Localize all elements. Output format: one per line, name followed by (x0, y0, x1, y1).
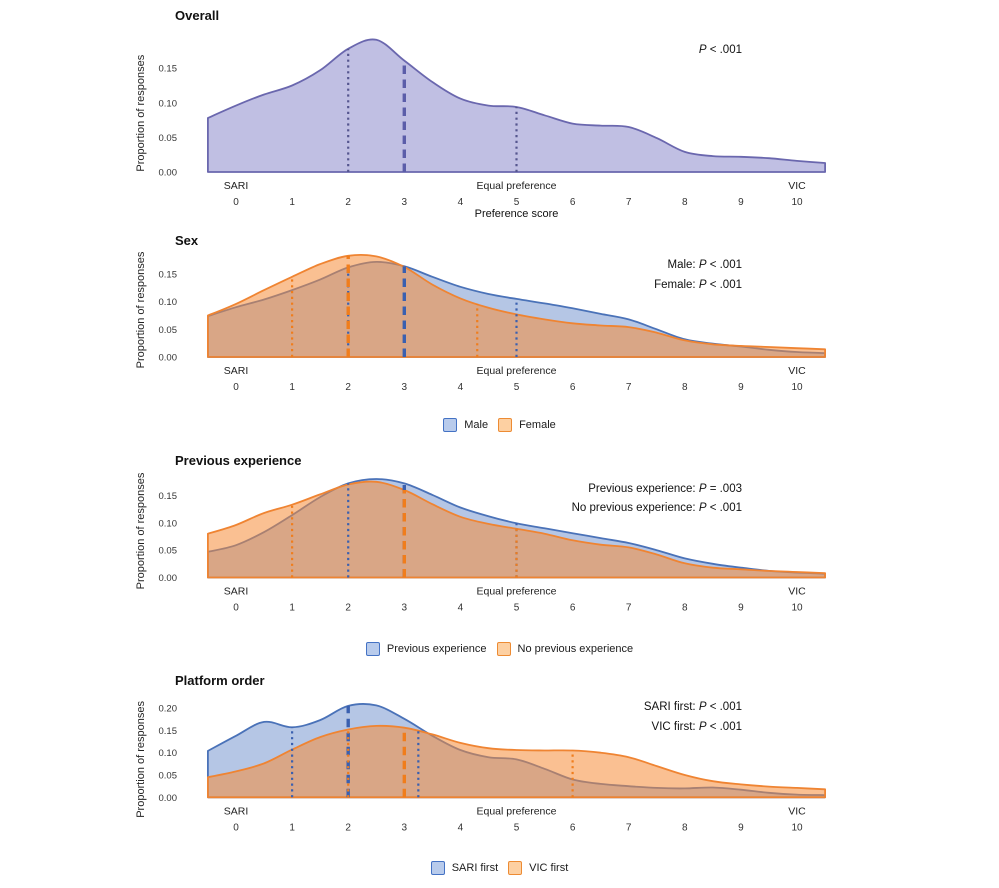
x-anchor-label: Equal preference (476, 180, 557, 192)
x-tick-label: 6 (569, 382, 576, 393)
x-anchor-label: Equal preference (476, 805, 557, 818)
panel-title: Sex (175, 233, 199, 248)
x-tick-label: 2 (345, 382, 351, 393)
x-anchor-label: VIC (788, 365, 806, 377)
p-value-annotation: Previous experience: P = .003 (588, 483, 742, 495)
legend-entry (431, 861, 498, 875)
legend-swatch (366, 642, 380, 656)
x-tick-label: 3 (401, 602, 408, 614)
x-tick-label: 5 (513, 197, 520, 208)
x-tick-label: 4 (457, 602, 464, 614)
x-tick-label: 8 (682, 382, 688, 393)
density-fill-overall (208, 39, 825, 172)
x-anchor-label: SARI (223, 365, 249, 377)
x-tick-label: 9 (738, 822, 744, 834)
legend-label: Previous experience (386, 643, 487, 655)
y-axis-label: Proportion of responses (135, 251, 147, 369)
x-tick-label: 9 (738, 602, 744, 614)
x-tick-label: 7 (625, 602, 632, 614)
x-tick-label: 10 (791, 602, 803, 614)
x-tick-label: 2 (345, 197, 351, 208)
legend-swatch (498, 418, 512, 432)
y-axis-label: Proportion of responses (135, 700, 147, 818)
legend-entry (508, 861, 568, 875)
x-tick-label: 0 (233, 382, 239, 393)
y-tick-label: 0.00 (158, 352, 177, 364)
density-panel-3 (0, 445, 999, 665)
legend-label: Male (464, 419, 489, 431)
x-tick-label: 5 (513, 602, 520, 614)
y-tick-label: 0.15 (158, 490, 177, 502)
x-anchor-label: VIC (788, 805, 806, 818)
x-tick-label: 0 (233, 822, 239, 834)
x-tick-label: 9 (738, 197, 744, 208)
legend-swatch (443, 418, 457, 432)
y-axis-label: Proportion of responses (135, 54, 147, 172)
y-tick-label: 0.20 (158, 703, 177, 715)
x-tick-label: 4 (457, 382, 464, 393)
x-tick-label: 6 (569, 822, 576, 834)
y-tick-label: 0.10 (158, 297, 177, 309)
y-tick-label: 0.05 (158, 545, 177, 557)
x-tick-label: 5 (513, 382, 520, 393)
legend (0, 640, 999, 658)
density-panel-2 (0, 225, 999, 445)
x-anchor-label: SARI (223, 180, 249, 192)
legend (0, 416, 999, 434)
y-tick-label: 0.10 (158, 98, 177, 110)
y-tick-label: 0.15 (158, 63, 177, 75)
legend-swatch (497, 642, 511, 656)
p-value-annotation: SARI first: P < .001 (643, 701, 742, 713)
x-tick-label: 10 (791, 382, 803, 393)
legend-entry (498, 418, 556, 432)
x-tick-label: 4 (457, 197, 464, 208)
panel-title: Previous experience (175, 453, 302, 468)
y-tick-label: 0.05 (158, 770, 177, 782)
x-tick-label: 3 (401, 197, 408, 208)
x-tick-label: 9 (738, 382, 744, 393)
x-anchor-label: Equal preference (476, 365, 557, 377)
x-tick-label: 10 (791, 822, 803, 834)
p-value-annotation: P < .001 (698, 44, 742, 56)
panel-title: Overall (175, 8, 220, 23)
legend-swatch (508, 861, 522, 875)
y-tick-label: 0.10 (158, 518, 177, 530)
x-tick-label: 7 (625, 822, 632, 834)
x-tick-label: 8 (682, 602, 688, 614)
x-tick-label: 3 (401, 382, 408, 393)
x-tick-label: 3 (401, 822, 408, 834)
p-value-annotation: Female: P < .001 (654, 279, 742, 291)
legend (0, 859, 999, 877)
y-tick-label: 0.05 (158, 324, 177, 336)
density-panel-4 (0, 665, 999, 888)
x-axis-title: Preference score (474, 208, 559, 220)
x-tick-label: 1 (289, 602, 295, 614)
legend-entry (366, 642, 487, 656)
x-tick-label: 8 (682, 197, 688, 208)
y-tick-label: 0.05 (158, 132, 177, 144)
x-tick-label: 1 (289, 382, 295, 393)
x-tick-label: 8 (682, 822, 688, 834)
y-tick-label: 0.00 (158, 167, 177, 179)
x-anchor-label: SARI (223, 805, 249, 818)
x-tick-label: 7 (625, 382, 632, 393)
x-tick-label: 2 (345, 822, 351, 834)
legend-label: VIC first (529, 862, 569, 874)
x-tick-label: 5 (513, 822, 520, 834)
legend-label: No previous experience (517, 643, 634, 655)
x-anchor-label: SARI (223, 585, 249, 598)
legend-entry (443, 418, 488, 432)
x-tick-label: 7 (625, 197, 632, 208)
x-tick-label: 1 (289, 822, 295, 834)
x-tick-label: 1 (289, 197, 295, 208)
x-tick-label: 6 (569, 602, 576, 614)
legend-entry (497, 642, 634, 656)
y-tick-label: 0.15 (158, 725, 177, 737)
x-tick-label: 6 (569, 197, 576, 208)
y-axis-label: Proportion of responses (135, 472, 147, 590)
p-value-annotation: VIC first: P < .001 (651, 721, 742, 733)
x-anchor-label: Equal preference (476, 585, 557, 598)
x-tick-label: 10 (791, 197, 803, 208)
density-panel-1 (0, 0, 999, 225)
x-anchor-label: VIC (788, 585, 806, 598)
y-tick-label: 0.15 (158, 269, 177, 281)
x-tick-label: 0 (233, 602, 239, 614)
legend-swatch (431, 861, 445, 875)
legend-label: SARI first (451, 862, 499, 874)
y-tick-label: 0.10 (158, 748, 177, 760)
y-tick-label: 0.00 (158, 573, 177, 584)
x-tick-label: 0 (233, 197, 239, 208)
y-tick-label: 0.00 (158, 792, 177, 804)
p-value-annotation: Male: P < .001 (667, 259, 742, 271)
panel-title: Platform order (175, 673, 265, 688)
x-anchor-label: VIC (788, 180, 806, 192)
legend-label: Female (519, 419, 556, 431)
x-tick-label: 2 (345, 602, 351, 614)
x-tick-label: 4 (457, 822, 464, 834)
p-value-annotation: No previous experience: P < .001 (571, 502, 742, 514)
